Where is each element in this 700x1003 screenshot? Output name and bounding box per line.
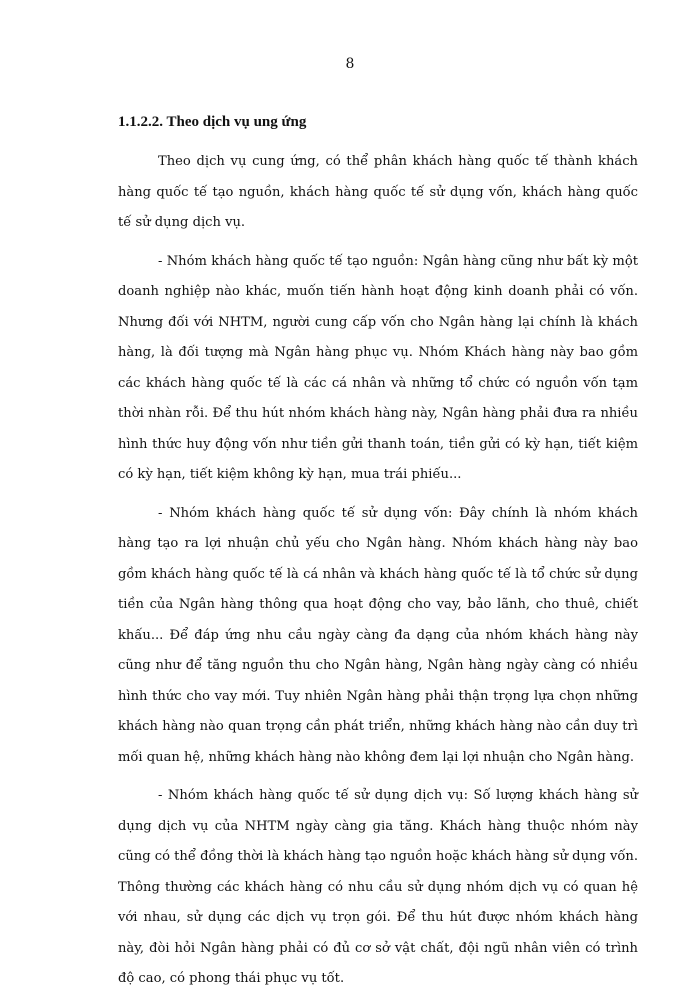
paragraph-funding-customers: - Nhóm khách hàng quốc tế tạo nguồn: Ngân hàng cũng như bất kỳ một doanh nghiệp nào khác, muốn tiến hành hoạt động kinh doanh phải có vốn. Nhưng đối với NHTM, người cung cấp vốn cho Ngân hàng lại chính là khách hàng, là đối tượng mà Ngân hàng phục vụ. Nhóm Khách hàng này bao gồm các khách hàng quốc tế là các cá nhân và những tổ chức có nguồn vốn tạm thời nhàn rỗi. Để thu hút nhóm khách hàng này, Ngân hàng phải đưa ra nhiều hình thức huy động vốn như tiền gửi thanh toán, tiền gửi có kỳ hạn, tiết kiệm có kỳ hạn, tiết kiệm không kỳ hạn, mua trái phiếu... [118,253,638,482]
paragraph-borrowing-customers: - Nhóm khách hàng quốc tế sử dụng vốn: Đây chính là nhóm khách hàng tạo ra lợi nhuận chủ yếu cho Ngân hàng. Nhóm khách hàng này bao gồm khách hàng quốc tế là cá nhân và khách hàng quốc tế là tổ chức sử dụng tiền của Ngân hàng thông qua hoạt động cho vay, bảo lãnh, cho thuê, chiết khấu... Để đáp ứng nhu cầu ngày càng đa dạng của nhóm khách hàng này cũng như để tăng nguồn thu cho Ngân hàng, Ngân hàng ngày càng có nhiều hình thức cho vay mới. Tuy nhiên Ngân hàng phải thận trọng lựa chọn những khách hàng nào quan trọng cần phát triển, những khách hàng nào cần duy trì mối quan hệ, những khách hàng nào không đem lại lợi nhuận cho Ngân hàng. [118,505,638,765]
paragraph-service-customers: - Nhóm khách hàng quốc tế sử dụng dịch vụ: Số lượng khách hàng sử dụng dịch vụ của NHTM ngày càng gia tăng. Khách hàng thuộc nhóm này cũng có thể đồng thời là khách hàng tạo nguồn hoặc khách hàng sử dụng vốn. Thông thường các khách hàng có nhu cầu sử dụng nhóm dịch vụ có quan hệ với nhau, sử dụng các dịch vụ trọn gói. Để thu hút được nhóm khách hàng này, đòi hỏi Ngân hàng phải có đủ cơ sở vật chất, đội ngũ nhân viên có trình độ cao, có phong thái phục vụ tốt. [118,788,638,986]
page-number: 8 [345,56,355,72]
section-body [118,112,638,1003]
paragraph-intro: Theo dịch vụ cung ứng, có thể phân khách hàng quốc tế thành khách hàng quốc tế tạo nguồn, khách hàng quốc tế sử dụng vốn, khách hàng quốc tế sử dụng dịch vụ. [118,154,638,230]
section-heading: 1.1.2.2. Theo dịch vụ ung ứng [118,114,307,130]
